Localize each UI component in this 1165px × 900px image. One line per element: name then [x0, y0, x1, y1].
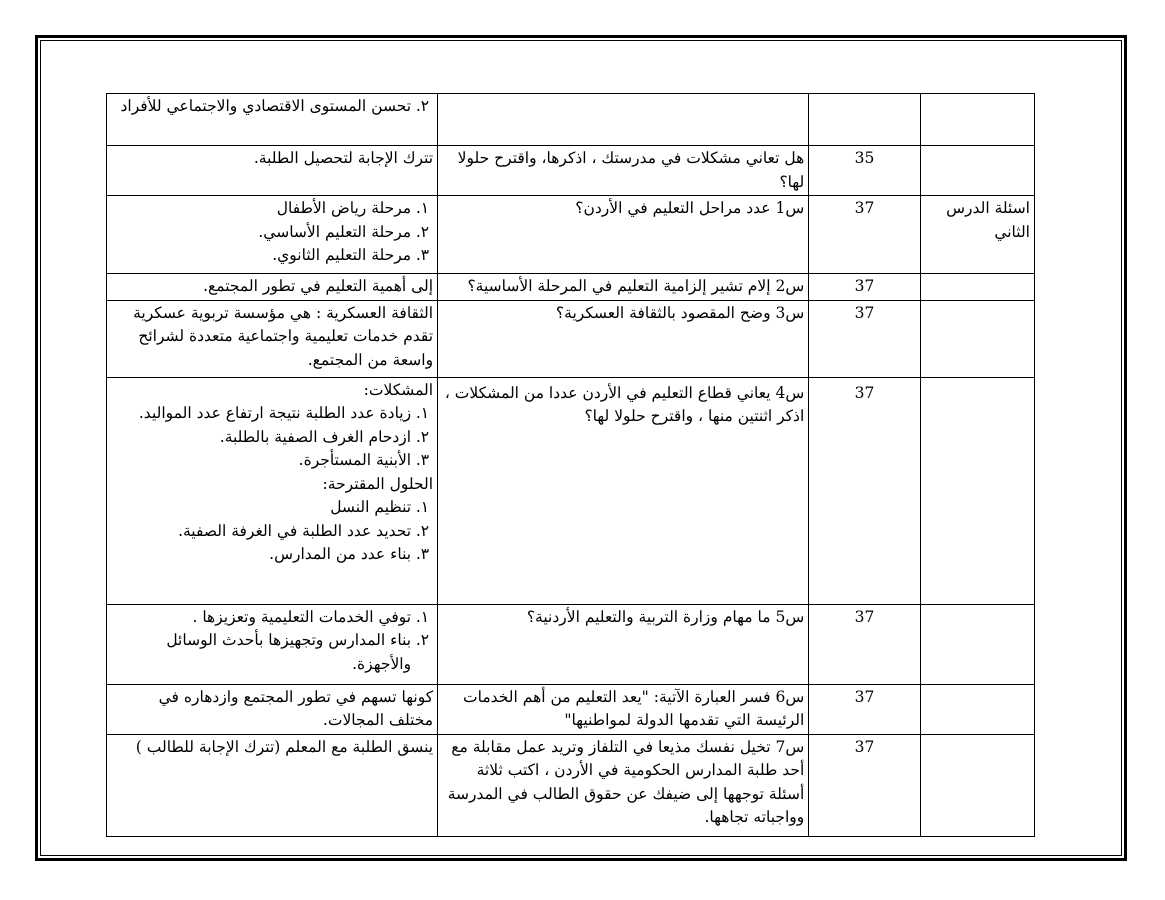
item-number: ٣. — [415, 545, 430, 563]
lesson-cell — [920, 274, 1034, 301]
page-cell: 37 — [809, 377, 920, 604]
table-row — [107, 300, 1035, 377]
answer-item — [111, 629, 433, 676]
table-row — [107, 604, 1035, 684]
question-cell: س6 فسر العبارة الآتية: "يعد التعليم من أهم الخدمات الرئيسة التي تقدمها الدولة لمواطنيها" — [438, 684, 809, 734]
solution-item-text: تحديد عدد الطلبة في الغرفة الصفية. — [178, 521, 412, 540]
item-number: ٢. — [415, 97, 430, 115]
answer-item-text: تحسن المستوى الاقتصادي والاجتماعي للأفراد — [120, 97, 412, 115]
problem-item — [111, 402, 433, 426]
lesson-cell — [920, 684, 1034, 734]
table-row — [107, 274, 1035, 301]
answer-cell: الثقافة العسكرية : هي مؤسسة تربوية عسكرية تقدم خدمات تعليمية واجتماعية متعددة لشرائح واسعة من المجتمع. — [107, 300, 438, 377]
solution-item — [111, 520, 433, 544]
answer-item-text: مرحلة رياض الأطفال — [276, 199, 412, 217]
page-cell: 37 — [809, 734, 920, 836]
item-number: ١. — [415, 498, 430, 516]
page-cell: 37 — [809, 684, 920, 734]
page-cell: 35 — [809, 146, 920, 196]
solution-item-text: بناء عدد من المدارس. — [269, 545, 412, 563]
item-number: ٢. — [415, 521, 430, 540]
problem-item-text: ازدحام الغرف الصفية بالطلبة. — [219, 427, 412, 446]
lesson-cell — [920, 94, 1034, 146]
question-cell: هل تعاني مشكلات في مدرستك ، اذكرها، واقترح حلولا لها؟ — [438, 146, 809, 196]
page-cell: 37 — [809, 604, 920, 684]
problem-item-text: الأبنية المستأجرة. — [298, 451, 412, 469]
answer-cell: إلى أهمية التعليم في تطور المجتمع. — [107, 274, 438, 301]
answer-cell: كونها تسهم في تطور المجتمع وازدهاره في مختلف المجالات. — [107, 684, 438, 734]
item-number: ١. — [415, 199, 430, 217]
answer-item — [111, 606, 433, 630]
solution-item — [111, 543, 433, 567]
table-row — [107, 196, 1035, 274]
answer-cell: تترك الإجابة لتحصيل الطلبة. — [107, 146, 438, 196]
answer-item — [111, 244, 433, 268]
item-number: ٢. — [415, 631, 430, 649]
problem-item — [111, 449, 433, 473]
question-cell: س7 تخيل نفسك مذيعا في التلفاز وتريد عمل مقابلة مع أحد طلبة المدارس الحكومية في الأردن ، اكتب ثلاثة أسئلة توجهها إلى ضيفك عن حقوق الطالب في المدرسة وواجباته تجاهها. — [438, 734, 809, 836]
question-cell: س1 عدد مراحل التعليم في الأردن؟ — [438, 196, 809, 274]
problems-title: المشكلات: — [363, 380, 434, 399]
solution-item — [111, 496, 433, 520]
lesson-cell — [920, 734, 1034, 836]
item-number: ٣. — [415, 451, 430, 469]
lesson-cell — [920, 146, 1034, 196]
item-number: ١. — [415, 404, 430, 422]
answer-item-text: مرحلة التعليم الأساسي. — [258, 222, 412, 241]
item-number: ٢. — [415, 427, 430, 446]
answer-item-text: مرحلة التعليم الثانوي. — [272, 246, 412, 264]
answer-cell — [107, 94, 438, 146]
answer-item — [111, 197, 433, 221]
table-row — [107, 684, 1035, 734]
answer-item-text: توفي الخدمات التعليمية وتعزيزها . — [192, 607, 412, 626]
question-cell: س5 ما مهام وزارة التربية والتعليم الأردنية؟ — [438, 604, 809, 684]
problem-item — [111, 426, 433, 450]
item-number: ٣. — [415, 246, 430, 264]
question-cell — [438, 94, 809, 146]
page-cell: 37 — [809, 196, 920, 274]
problem-item-text: زيادة عدد الطلبة نتيجة ارتفاع عدد المواليد. — [138, 404, 412, 422]
answer-cell — [107, 196, 438, 274]
solutions-title: الحلول المقترحة: — [322, 474, 434, 493]
question-cell: س4 يعاني قطاع التعليم في الأردن عددا من المشكلات ، اذكر اثنتين منها ، واقترح حلولا لها؟ — [438, 377, 809, 604]
page-cell — [809, 94, 920, 146]
page-cell: 37 — [809, 274, 920, 301]
answer-item — [111, 221, 433, 245]
questions-table — [106, 93, 1035, 837]
question-cell: س2 إلام تشير إلزامية التعليم في المرحلة الأساسية؟ — [438, 274, 809, 301]
item-number: ١. — [415, 607, 430, 626]
lesson-cell — [920, 300, 1034, 377]
question-cell: س3 وضح المقصود بالثقافة العسكرية؟ — [438, 300, 809, 377]
lesson-cell — [920, 377, 1034, 604]
lesson-title: اسئلة الدرس الثاني — [920, 196, 1034, 274]
answer-cell — [107, 604, 438, 684]
solution-item-text: تنظيم النسل — [330, 498, 412, 516]
answer-item-text: بناء المدارس وتجهيزها بأحدث الوسائل والأجهزة. — [166, 631, 412, 673]
lesson-cell — [920, 604, 1034, 684]
table-row — [107, 377, 1035, 604]
table-row — [107, 734, 1035, 836]
answer-cell — [107, 377, 438, 604]
table-row — [107, 146, 1035, 196]
page-cell: 37 — [809, 300, 920, 377]
item-number: ٢. — [415, 222, 430, 241]
answer-cell: ينسق الطلبة مع المعلم (تترك الإجابة للطالب ) — [107, 734, 438, 836]
table-row — [107, 94, 1035, 146]
answer-item — [111, 95, 433, 119]
